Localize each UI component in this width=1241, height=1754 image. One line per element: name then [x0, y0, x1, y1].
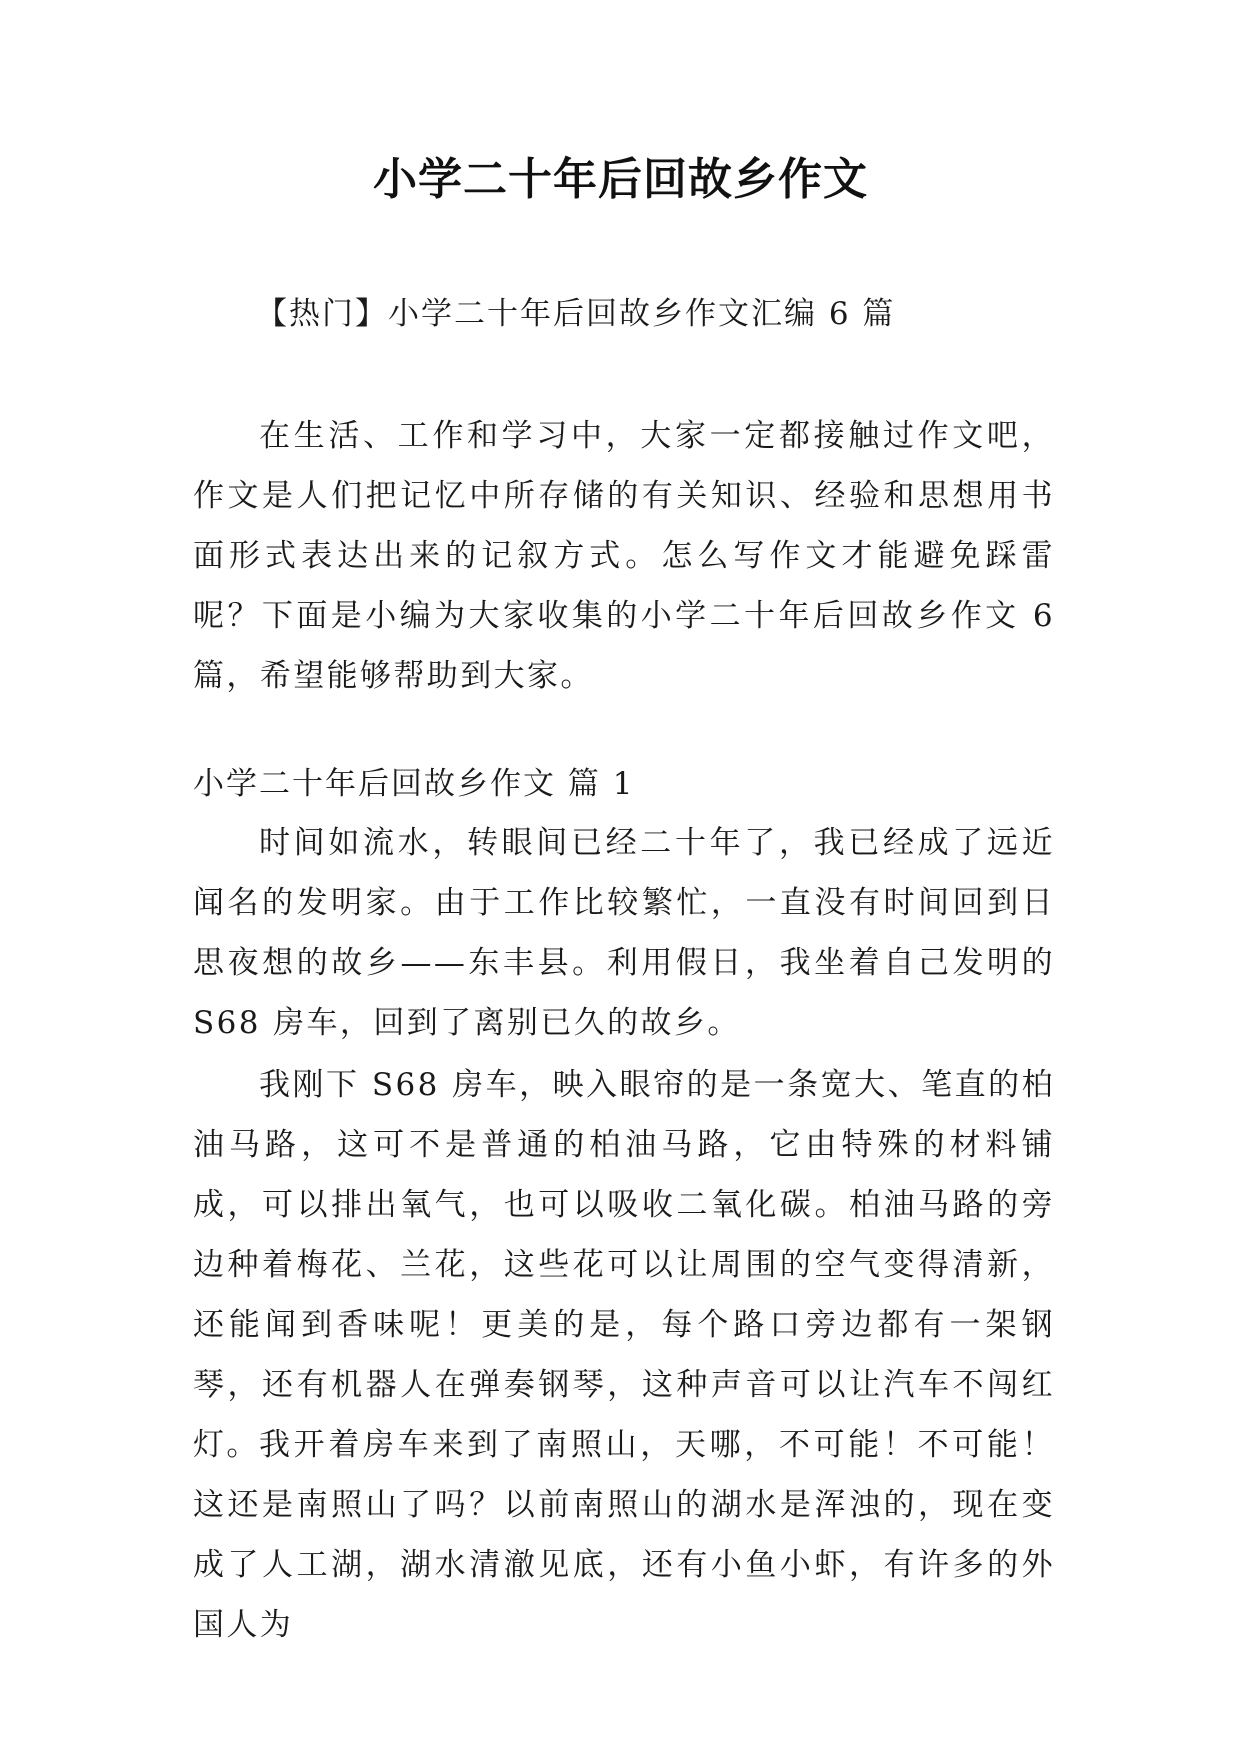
body-paragraph-1: 时间如流水，转眼间已经二十年了，我已经成了远近闻名的发明家。由于工作比较繁忙，一直没有时间回到日思夜想的故乡——东丰县。利用假日，我坐着自己发明的 S68 房车，回到了离别已久的故乡。	[193, 825, 1055, 1041]
body-paragraph-3: 我开着房车来到了南照山，天哪，不可能！不可能！这还是南照山了吗？以前南照山的湖水是浑浊的，现在变成了人工湖，湖水清澈见底，还有小鱼小虾，有许多的外国人为	[193, 1427, 1055, 1643]
document-subtitle: 【热门】小学二十年后回故乡作文汇编 6 篇	[256, 296, 896, 332]
page-title: 小学二十年后回故乡作文	[373, 154, 868, 205]
section-heading: 小学二十年后回故乡作文 篇 1	[193, 766, 635, 802]
intro-paragraph: 在生活、工作和学习中，大家一定都接触过作文吧，作文是人们把记忆中所存储的有关知识、经验和思想用书面形式表达出来的记叙方式。怎么写作文才能避免踩雷呢？下面是小编为大家收集的小学二十年后回故乡作文 6 篇，希望能够帮助到大家。	[193, 418, 1055, 694]
body-paragraph-2: 我刚下 S68 房车，映入眼帘的是一条宽大、笔直的柏油马路，这可不是普通的柏油马路，它由特殊的材料铺成，可以排出氧气，也可以吸收二氧化碳。柏油马路的旁边种着梅花、兰花，这些花可以让周围的空气变得清新，还能闻到香味呢！更美的是，每个路口旁边都有一架钢琴，还有机器人在弹奏钢琴，这种声音可以让汽车不闯红灯。	[193, 1067, 1055, 1463]
